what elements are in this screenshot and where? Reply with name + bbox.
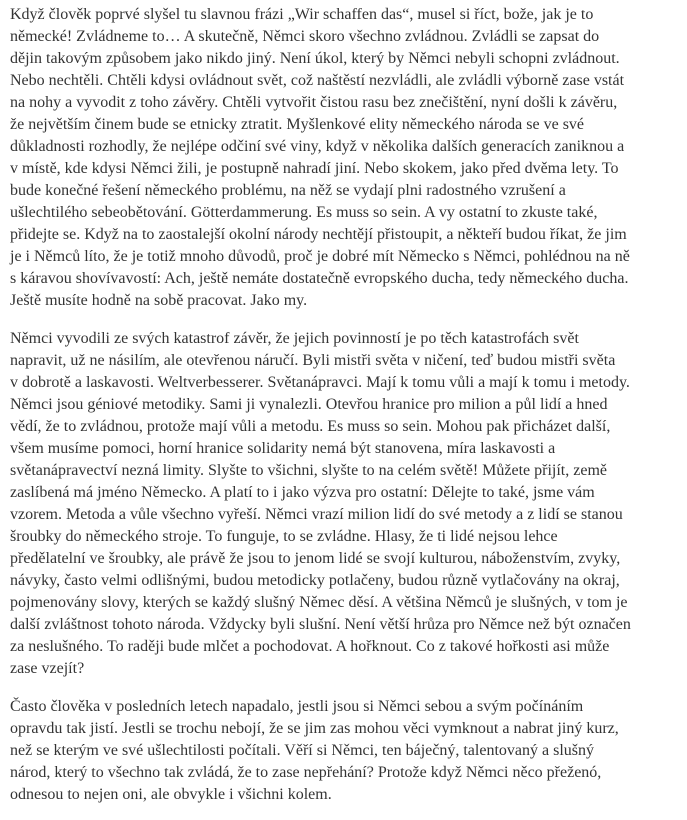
- text-line: návyky, často velmi odlišnými, budou metodicky potlačeny, budou různě vytlačovány na okraj,: [10, 572, 620, 589]
- text-line: v dobrotě a laskavosti. Weltverbesserer. Světanápravci. Mají k tomu vůli a mají k tomu i metody.: [10, 374, 630, 391]
- text-line: Němci jsou géniové metodiky. Sami ji vynalezli. Otevřou hranice pro milion a půl lidí a hned: [10, 396, 608, 413]
- text-line: vzorem. Metoda a vůle všechno vyřeší. Němci vrazí milion lidí do své metody a z lidí se stanou: [10, 506, 623, 523]
- text-line: další zvláštnost tohoto národa. Vždycky byli slušní. Není větší hrůza pro Němce než být označen: [10, 616, 631, 633]
- text-line: na nohy a vyvodit z toho závěry. Chtěli vytvořit čistou rasu bez znečištění, nyní došli k závěru,: [10, 94, 618, 111]
- text-line: než se kterým ve své ušlechtilosti počítali. Věří si Němci, ten báječný, talentovaný a slušný: [10, 742, 594, 759]
- text-line: Nebo nechtěli. Chtěli kdysi ovládnout svět, což naštěstí nezvládli, ale zvládli výborně zase vstát: [10, 72, 625, 89]
- text-line: bude konečné řešení německého problému, na něž se vydají plni radostného vzrušení a: [10, 182, 566, 199]
- text-line: Ještě musíte hodně na sobě pracovat. Jako my.: [10, 292, 308, 309]
- text-line: v místě, kde kdysi Němci žili, je postupně nahradí jiní. Nebo skokem, jako před dvěma lety. To: [10, 160, 619, 177]
- text-line: zase vzejít?: [10, 660, 85, 677]
- text-line: všem musíme pomoci, horní hranice solidarity nemá být stanovena, míra laskavosti a: [10, 440, 556, 457]
- text-line: Když člověk poprvé slyšel tu slavnou frázi „Wir schaffen das“, musel si říct, bože, jak je to: [10, 6, 594, 23]
- text-line: přidejte se. Když na to zaostalejší okolní národy nechtějí přistoupit, a někteří budou říkat, že jim: [10, 226, 627, 243]
- text-line: zaslíbená má jméno Německo. A platí to i jako výzva pro ostatní: Dělejte to také, jsme vám: [10, 484, 595, 501]
- paragraph-3: [10, 696, 677, 806]
- text-line: německé! Zvládneme to… A skutečně, Němci skoro všechno zvládnou. Zvládli se zapsat do: [10, 28, 600, 45]
- text-line: národ, který to všechno tak zvládá, že to zase nepřehání? Protože když Němci něco přeženó,: [10, 764, 602, 781]
- paragraph-2: [10, 328, 677, 680]
- text-line: je i Němců líto, že je totiž mnoho důvodů, proč je dobré mít Německo s Němci, pohlédnou na ně: [10, 248, 630, 265]
- text-line: ušlechtilého sebeobětování. Götterdammerung. Es muss so sein. A vy ostatní to zkuste také,: [10, 204, 598, 221]
- text-line: pojmenovány slovy, kterých se každý slušný Němec děsí. A většina Němců je slušných, v tom je: [10, 594, 628, 611]
- text-line: předělatelní ve šroubky, ale právě že jsou to jenom lidé se svojí kulturou, náboženstvím, zvyky,: [10, 550, 621, 567]
- text-line: Němci vyvodili ze svých katastrof závěr, že jejich povinností je po těch katastrofách svět: [10, 330, 579, 347]
- text-line: dějin takovým způsobem jako nikdo jiný. Není úkol, který by Němci nebyli schopni zvládnout.: [10, 50, 620, 67]
- text-line: že největším činem bude se etnicky ztratit. Myšlenkové elity německého národa se ve své: [10, 116, 585, 133]
- text-line: opravdu tak jistí. Jestli se trochu nebojí, že se jim zas mohou věci vymknout a nabrat jiný kurz,: [10, 720, 619, 737]
- paragraph-1: [10, 4, 677, 312]
- text-line: za neslušného. To raději bude mlčet a pochodovat. A hořknout. Co z takové hořkosti asi může: [10, 638, 610, 655]
- text-line: napravit, už ne násilím, ale otevřenou náručí. Byli mistři světa v ničení, teď budou mistři světa: [10, 352, 616, 369]
- text-line: důkladnosti rozhodly, že nejlépe odčiní své viny, když v několika dalších generacích zaniknou a: [10, 138, 625, 155]
- text-line: vědí, že to zvládnou, protože mají vůli a metodu. Es muss so sein. Mohou pak přicházet další,: [10, 418, 611, 435]
- text-line: světanápravectví nezná limity. Slyšte to všichni, slyšte to na celém světě! Můžete přijít, země: [10, 462, 607, 479]
- text-line: šroubky do německého stroje. To funguje, to se zvládne. Hlasy, že ti lidé nejsou lehce: [10, 528, 558, 545]
- text-line: Často člověka v posledních letech napadalo, jestli jsou si Němci sebou a svým počínáním: [10, 698, 584, 715]
- text-line: odnesou to nejen oni, ale obvykle i všichni kolem.: [10, 786, 332, 803]
- text-line: s káravou shovívavostí: Ach, ještě nemáte dostatečně evropského ducha, tedy německého ducha.: [10, 270, 629, 287]
